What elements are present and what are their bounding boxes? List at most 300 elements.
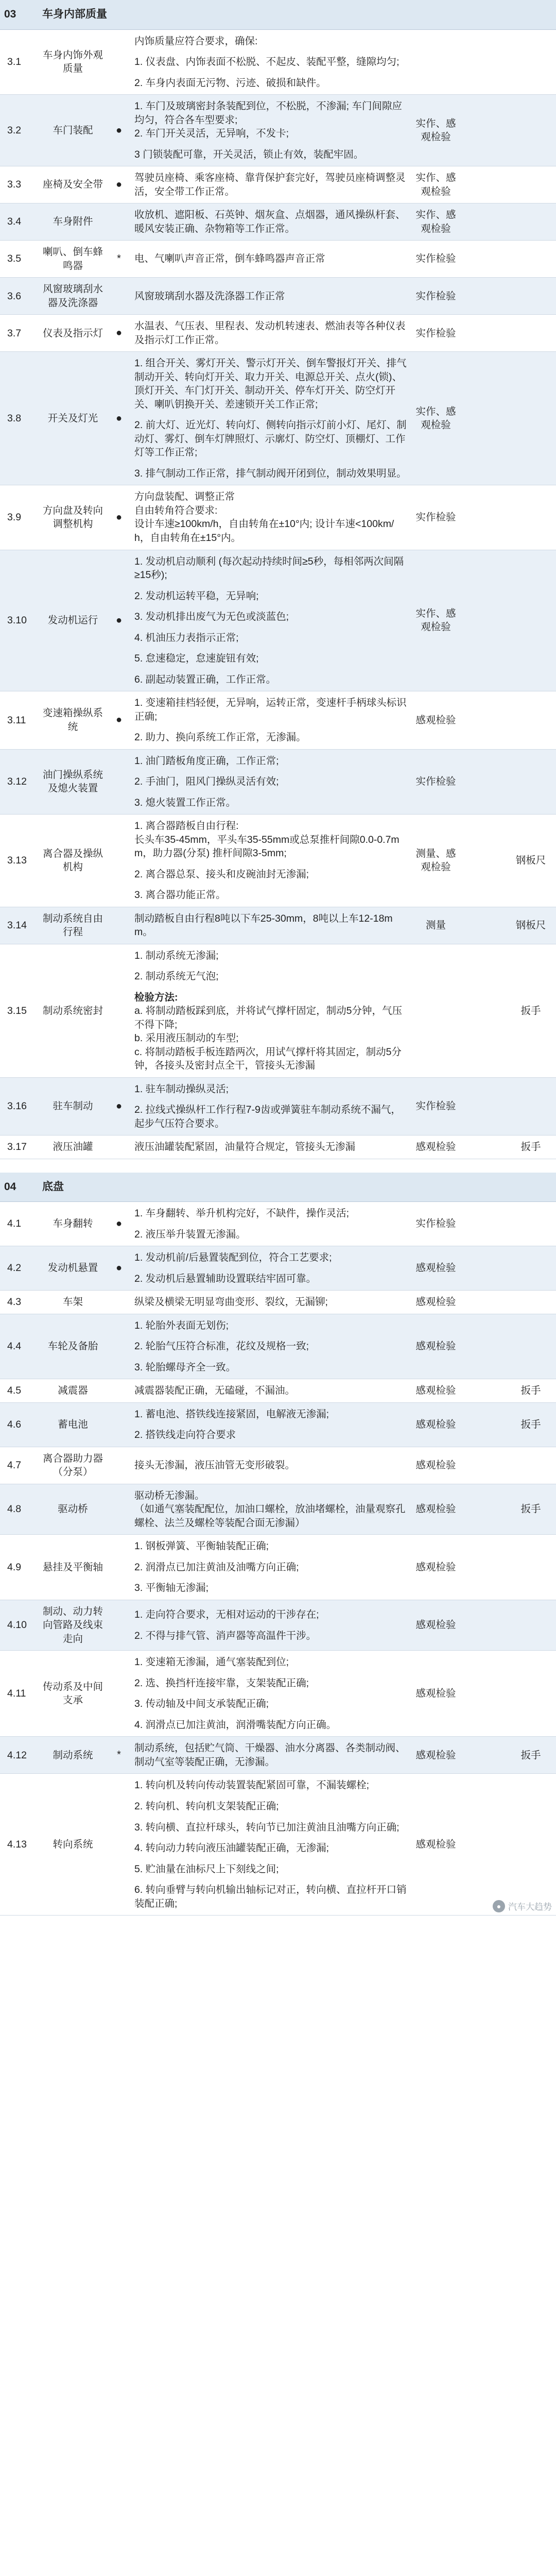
table-row [0,815,556,907]
inspection-tool [506,1774,556,1916]
requirement-line: 5. 贮油量在油标尺上下刻线之间; [134,1863,279,1875]
key-item-marker [108,1774,130,1916]
item-name: 座椅及安全带 [38,166,108,204]
inspection-tool: 钢板尺 [506,815,556,907]
key-item-marker [108,1291,130,1314]
requirement-line: 2. 选、换挡杆连接牢靠，支架装配正确; [134,1677,309,1689]
requirement-spacer [134,141,407,148]
item-requirements [130,1314,411,1379]
table-row [0,241,556,278]
key-item-marker [108,1314,130,1379]
requirement-spacer [134,1096,407,1103]
requirement-line: 液压油罐装配紧固，油量符合规定，管接头无渗漏 [134,1141,356,1153]
requirement-line: 1. 变速箱无渗漏，通气塞装配到位; [134,1656,289,1668]
key-item-marker [108,29,130,95]
table-row [0,315,556,352]
item-name: 车门装配 [38,95,108,166]
requirement-spacer [134,1855,407,1862]
requirement-line: 驾驶员座椅、乘客座椅、靠背保护套完好，驾驶员座椅调整灵活，安全带工作正常。 [134,172,406,197]
item-requirements [130,1379,411,1403]
requirement-line: 2. 手油门，阻风门操纵灵活有效; [134,776,279,788]
requirement-line: 1. 蓄电池、搭铁线连接紧固，电解液无渗漏; [134,1408,329,1420]
inspection-method: 感观检验 [411,1447,461,1484]
item-name: 车身内饰外观质量 [38,29,108,95]
item-number: 4.10 [0,1600,38,1651]
key-item-marker: ● [108,352,130,485]
table-row [0,166,556,204]
inspection-tool [506,1314,556,1379]
inspection-method: 感观检验 [411,1484,461,1535]
requirement-line: 2. 不得与排气管、消声器等高温件干涉。 [134,1630,317,1641]
table-row [0,1402,556,1447]
table-row [0,204,556,241]
requirement-line: 2. 润滑点已加注黄油及油嘴方向正确; [134,1561,299,1573]
key-item-marker [108,1379,130,1403]
requirement-line: 5. 怠速稳定，怠速旋钮有效; [134,653,259,665]
requirement-line: 方向盘装配、调整正常 [134,491,235,503]
table-row [0,1737,556,1774]
requirement-line: 3. 轮胎螺母齐全一致。 [134,1361,236,1373]
requirement-line: 3. 排气制动工作正常，排气制动阀开闭到位，制动效果明显。 [134,467,407,479]
requirement-spacer [134,666,407,673]
requirement-spacer [134,48,407,55]
item-requirements [130,1484,411,1535]
requirement-spacer [134,1332,407,1340]
requirement-line: b. 采用液压制动的车型; [134,1032,239,1044]
item-number: 4.4 [0,1314,38,1379]
blank-column [461,166,506,204]
blank-column [461,1447,506,1484]
inspection-tool [506,204,556,241]
requirement-line: 自由转角符合要求: [134,504,218,516]
requirement-line: 2. 车门开关灵活，无异响，不发卡; [134,128,289,140]
requirement-line: 1. 离合器踏板自由行程: [134,820,239,832]
section-title: 底盘 [38,1173,556,1202]
requirement-spacer [134,984,407,991]
item-name: 制动系统密封 [38,944,108,1077]
key-item-marker: ● [108,166,130,204]
key-item-marker [108,1402,130,1447]
requirement-spacer [134,1792,407,1800]
item-requirements [130,278,411,315]
requirement-line: 1. 钢板弹簧、平衡轴装配正确; [134,1540,269,1552]
requirement-line: 1. 走向符合要求，无相对运动的干涉存在; [134,1609,319,1621]
inspection-method: 实作检验 [411,278,461,315]
inspection-tool [506,166,556,204]
requirement-line: 长头车35-45mm，平头车35-55mm或总泵推杆间隙0.0-0.7mm，助力器(分泵) 推杆间隙3-5mm; [134,834,399,859]
item-requirements [130,241,411,278]
table-row [0,691,556,750]
requirement-line: 1. 发动机启动顺利 (每次起动持续时间≥5秒，每相邻两次间隔≥15秒); [134,555,404,581]
requirement-spacer [134,624,407,631]
key-item-marker [108,815,130,907]
section-gap-cell [0,1159,556,1173]
requirement-line: 2. 拉线式操纵杆工作行程7-9齿或弹簧驻车制动系统不漏气，起步气压符合要求。 [134,1104,401,1129]
item-name: 驻车制动 [38,1077,108,1136]
inspection-method: 实作、感观检验 [411,166,461,204]
inspection-method: 测量 [411,907,461,944]
inspection-tool [506,1535,556,1600]
blank-column [461,907,506,944]
item-name: 传动系及中间支承 [38,1651,108,1737]
key-item-marker: ● [108,315,130,352]
key-item-marker [108,944,130,1077]
key-item-marker: ● [108,691,130,750]
table-row [0,1202,556,1246]
inspection-method [411,944,461,1077]
requirement-spacer [134,1574,407,1581]
blank-column [461,749,506,815]
blank-column [461,1651,506,1737]
item-number: 3.11 [0,691,38,750]
key-item-marker: ● [108,95,130,166]
requirement-spacer [134,460,407,467]
item-number: 3.8 [0,352,38,485]
item-requirements [130,1077,411,1136]
requirement-line: 2. 车身内表面无污物、污迹、破损和缺件。 [134,77,326,89]
item-number: 4.7 [0,1447,38,1484]
requirement-spacer [134,962,407,970]
requirement-spacer [134,789,407,796]
requirement-line: 2. 搭铁线走向符合要求 [134,1429,236,1441]
blank-column [461,485,506,550]
item-requirements [130,166,411,204]
item-number: 3.1 [0,29,38,95]
key-item-marker: * [108,241,130,278]
inspection-method: 实作、感观检验 [411,550,461,691]
inspection-tool [506,352,556,485]
item-name: 车身附件 [38,204,108,241]
inspection-tool [506,485,556,550]
item-number: 4.3 [0,1291,38,1314]
inspection-method: 实作检验 [411,241,461,278]
item-number: 3.4 [0,204,38,241]
requirement-line: 3 门锁装配可靠，开关灵活，锁止有效，装配牢固。 [134,148,364,160]
item-number: 3.12 [0,749,38,815]
watermark [493,1900,552,1912]
requirement-line: 接头无渗漏，液压油管无变形破裂。 [134,1459,296,1471]
requirement-line: 1. 转向机及转向传动装置装配紧固可靠，不漏装螺栓; [134,1780,370,1791]
requirement-line: 1. 制动系统无渗漏; [134,950,219,961]
item-number: 3.10 [0,550,38,691]
requirement-line: 2. 制动系统无气泡; [134,971,219,982]
item-requirements [130,29,411,95]
item-number: 4.5 [0,1379,38,1403]
item-number: 4.12 [0,1737,38,1774]
requirement-line: 制动系统，包括贮气筒、干燥器、油水分离器、各类制动阀、制动气室等装配正确，无渗漏。 [134,1742,406,1768]
requirement-line: 减震器装配正确，无磕碰，不漏油。 [134,1385,296,1397]
item-name: 风窗玻璃刮水器及洗涤器 [38,278,108,315]
blank-column [461,1291,506,1314]
section-number: 04 [0,1173,38,1202]
section-title: 车身内部质量 [38,0,556,29]
inspection-tool: 扳手 [506,1737,556,1774]
key-item-marker: ● [108,1077,130,1136]
inspection-tool: 钢板尺 [506,907,556,944]
requirement-spacer [134,860,407,868]
item-number: 3.9 [0,485,38,550]
table-row [0,907,556,944]
requirement-line: 1. 组合开关、雾灯开关、警示灯开关、倒车警报灯开关、排气制动开关、转向灯开关、取力开关、电源总开关、点火(锁)、顶灯开关、车门灯开关、制动开关、停车灯开关、防空灯开关、喇叭钥换开关、差速锁开关工作正常; [134,358,407,410]
inspection-tool [506,241,556,278]
item-number: 4.2 [0,1246,38,1291]
requirement-line: a. 将制动踏板踩到底，并将试气撑杆固定，制动5分钟，气压不得下降; [134,1005,403,1030]
item-requirements [130,550,411,691]
requirement-spacer [134,69,407,76]
inspection-method: 感观检验 [411,1314,461,1379]
item-requirements [130,1600,411,1651]
table-row [0,749,556,815]
requirement-spacer [134,645,407,652]
blank-column [461,691,506,750]
item-name: 方向盘及转向调整机构 [38,485,108,550]
requirement-line: 1. 油门踏板角度正确，工作正常; [134,755,279,767]
table-row [0,95,556,166]
requirement-line: 4. 转向动力转向液压油罐装配正确，无渗漏; [134,1842,329,1854]
requirement-line: 1. 变速箱挂档轻便，无异响，运转正常，变速杆手柄球头标识正确; [134,697,407,722]
requirement-line: 风窗玻璃刮水器及洗涤器工作正常 [134,290,285,302]
blank-column [461,944,506,1077]
item-requirements [130,907,411,944]
inspection-method: 感观检验 [411,1651,461,1737]
table-row [0,1291,556,1314]
blank-column [461,1600,506,1651]
item-name: 喇叭、倒车蜂鸣器 [38,241,108,278]
blank-column [461,204,506,241]
inspection-tool [506,29,556,95]
item-number: 4.13 [0,1774,38,1916]
item-number: 3.16 [0,1077,38,1136]
item-requirements [130,1291,411,1314]
inspection-method: 实作检验 [411,1077,461,1136]
item-name: 发动机悬置 [38,1246,108,1291]
inspection-tool [506,1202,556,1246]
table-row [0,1314,556,1379]
inspection-tool [506,315,556,352]
key-item-marker: ● [108,1202,130,1246]
inspection-method: 感观检验 [411,1291,461,1314]
requirement-line: 1. 车身翻转、举升机构完好，不缺件，操作灵活; [134,1208,350,1219]
inspection-tool [506,691,556,750]
inspection-tool: 扳手 [506,944,556,1077]
item-number: 3.14 [0,907,38,944]
requirement-spacer [134,1669,407,1676]
item-number: 3.3 [0,166,38,204]
item-name: 车身翻转 [38,1202,108,1246]
table-row [0,1447,556,1484]
item-requirements [130,749,411,815]
table-row [0,1774,556,1916]
inspection-method: 实作检验 [411,1202,461,1246]
inspection-tool [506,95,556,166]
item-name: 蓄电池 [38,1402,108,1447]
requirement-spacer [134,723,407,731]
key-item-marker [108,1447,130,1484]
requirement-line: 2. 助力、换向系统工作正常，无渗漏。 [134,732,306,743]
item-requirements [130,1774,411,1916]
requirement-spacer [134,1265,407,1272]
watermark-text: 汽车大趋势 [508,1902,552,1912]
requirement-line: 制动踏板自由行程8吨以下车25-30mm，8吨以上车12-18mm。 [134,912,393,938]
blank-column [461,1379,506,1403]
item-number: 3.13 [0,815,38,907]
key-item-marker [108,1136,130,1159]
requirement-spacer [134,582,407,589]
requirement-line: 1. 轮胎外表面无划伤; [134,1319,229,1331]
section-gap [0,1159,556,1173]
requirement-line: 纵梁及横梁无明显弯曲变形、裂纹，无漏铆; [134,1296,328,1308]
inspection-tool [506,278,556,315]
item-name: 减震器 [38,1379,108,1403]
item-number: 4.9 [0,1535,38,1600]
requirement-line: 3. 转向横、直拉杆球头，转向节已加注黄油且油嘴方向正确; [134,1821,399,1833]
key-item-marker [108,1484,130,1535]
requirement-line: 2. 发动机后悬置辅助设置联结牢固可靠。 [134,1273,317,1284]
table-row [0,352,556,485]
wechat-icon: ● [493,1900,505,1912]
key-item-marker [108,749,130,815]
requirement-spacer [134,1834,407,1841]
table-row [0,1246,556,1291]
inspection-method: 实作检验 [411,315,461,352]
requirement-line: 2. 转向机、转向机支架装配正确; [134,1801,279,1812]
item-requirements [130,815,411,907]
item-name: 制动、动力转向管路及线束走向 [38,1600,108,1651]
requirement-line: 4. 润滑点已加注黄油，润滑嘴装配方向正确。 [134,1719,337,1731]
key-item-marker: * [108,1737,130,1774]
requirement-line: 1. 仪表盘、内饰表面不松脱、不起皮、装配平整，缝隙均匀; [134,56,399,68]
inspection-tool [506,749,556,815]
blank-column [461,1737,506,1774]
key-item-marker [108,204,130,241]
table-row [0,1484,556,1535]
item-number: 4.11 [0,1651,38,1737]
requirement-line: （如通气塞装配配位，加油口螺栓，放油堵螺栓，油量观察孔螺栓、法兰及螺栓等装配合面无渗漏） [134,1503,406,1529]
item-name: 变速箱操纵系统 [38,691,108,750]
key-item-marker: ● [108,1246,130,1291]
item-requirements [130,1737,411,1774]
inspection-tool [506,550,556,691]
key-item-marker [108,1651,130,1737]
blank-column [461,29,506,95]
requirement-line: 电、气喇叭声音正常，倒车蜂鸣器声音正常 [134,253,325,265]
inspection-method [411,29,461,95]
item-name: 制动系统自由行程 [38,907,108,944]
requirement-line: 设计车速≥100km/h，自由转角在±10°内; 设计车速<100km/h，自由转角在±15°内。 [134,518,394,544]
requirement-spacer [134,1353,407,1361]
item-requirements [130,352,411,485]
requirement-line: 3. 传动轴及中间支承装配正确; [134,1698,269,1710]
requirement-line: 1. 驻车制动操纵灵活; [134,1083,229,1095]
requirement-line: 水温表、气压表、里程表、发动机转速表、燃油表等各种仪表及指示灯工作正常。 [134,320,406,346]
key-item-marker [108,1535,130,1600]
table-row [0,1600,556,1651]
requirement-line: 2. 液压举升装置无渗漏。 [134,1228,246,1240]
inspection-tool: 扳手 [506,1402,556,1447]
item-name: 仪表及指示灯 [38,315,108,352]
table-row [0,1379,556,1403]
requirement-line: 驱动桥无渗漏。 [134,1489,205,1501]
item-number: 4.6 [0,1402,38,1447]
requirement-line: c. 将制动踏板手板连踏两次，用试气撑杆将其固定，制动5分钟，各接头及密封点全干，管接头无渗漏 [134,1046,402,1072]
inspection-method: 感观检验 [411,1535,461,1600]
item-requirements [130,95,411,166]
item-requirements [130,204,411,241]
requirement-line: 3. 离合器功能正常。 [134,889,226,901]
item-name: 转向系统 [38,1774,108,1916]
blank-column [461,1484,506,1535]
requirement-line: 6. 转向垂臂与转向机输出轴标记对正，转向横、直拉杆开口销装配正确; [134,1884,407,1909]
inspection-method: 感观检验 [411,1737,461,1774]
inspection-tool [506,1077,556,1136]
requirement-line: 3. 熄火装置工作正常。 [134,796,236,808]
blank-column [461,352,506,485]
requirement-line: 3. 平衡轴无渗漏; [134,1582,209,1594]
item-number: 3.17 [0,1136,38,1159]
inspection-method: 感观检验 [411,1246,461,1291]
inspection-tool: 扳手 [506,1484,556,1535]
inspection-tool [506,1291,556,1314]
blank-column [461,1774,506,1916]
table-row [0,485,556,550]
requirement-heading: 检验方法: [134,991,178,1003]
requirement-spacer [134,1622,407,1629]
inspection-method: 感观检验 [411,1600,461,1651]
blank-column [461,1246,506,1291]
requirement-spacer [134,1876,407,1883]
item-requirements [130,315,411,352]
item-name: 悬挂及平衡轴 [38,1535,108,1600]
requirement-line: 3. 发动机排出废气为无色或淡蓝色; [134,611,289,623]
item-requirements [130,1651,411,1737]
requirement-spacer [134,1221,407,1228]
requirement-line: 内饰质量应符合要求，确保: [134,35,258,47]
item-requirements [130,691,411,750]
table-row [0,1651,556,1737]
inspection-tool [506,1600,556,1651]
requirement-spacer [134,1421,407,1428]
item-name: 油门操纵系统及熄火装置 [38,749,108,815]
item-requirements [130,1535,411,1600]
item-requirements [130,1447,411,1484]
requirement-spacer [134,1553,407,1561]
key-item-marker: ● [108,550,130,691]
item-number: 3.5 [0,241,38,278]
requirement-spacer [134,1814,407,1821]
inspection-method: 实作检验 [411,485,461,550]
item-number: 3.15 [0,944,38,1077]
key-item-marker [108,278,130,315]
requirement-line: 收放机、遮阳板、石英钟、烟灰盒、点烟器，通风操纵杆套、暖风安装正确、杂物箱等工作正常。 [134,209,406,234]
table-row [0,944,556,1077]
inspection-method: 感观检验 [411,691,461,750]
item-number: 4.8 [0,1484,38,1535]
requirement-spacer [134,603,407,610]
inspection-method: 感观检验 [411,1136,461,1159]
blank-column [461,1314,506,1379]
inspection-tool [506,1447,556,1484]
table-row [0,1136,556,1159]
requirement-line: 1. 发动机前/后悬置装配到位，符合工艺要求; [134,1252,332,1264]
item-number: 3.7 [0,315,38,352]
item-requirements [130,1202,411,1246]
item-requirements [130,1136,411,1159]
inspection-method: 测量、感观检验 [411,815,461,907]
requirement-spacer [134,881,407,888]
item-requirements [130,944,411,1077]
blank-column [461,815,506,907]
item-name: 液压油罐 [38,1136,108,1159]
